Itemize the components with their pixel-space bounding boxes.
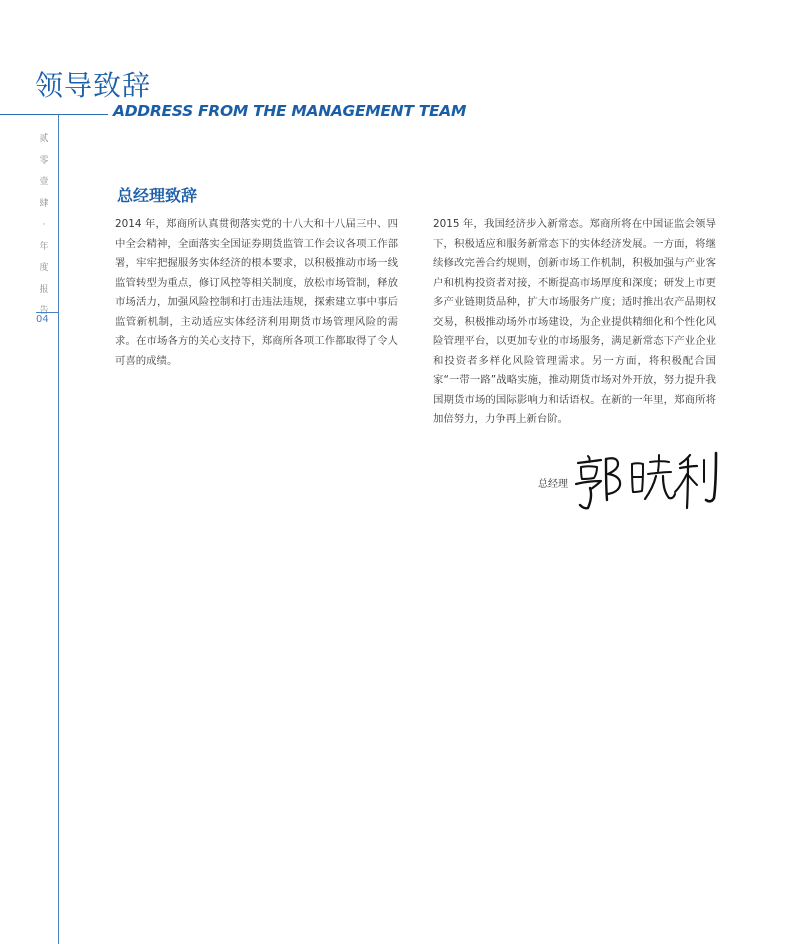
margin-vertical-line xyxy=(58,114,59,944)
sidebar-report-label xyxy=(36,135,52,329)
handwritten-signature xyxy=(570,450,728,512)
body-paragraph-left: 2014 年，郑商所认真贯彻落实党的十八大和十八届三中、四中全会精神，全面落实全国证券期货监管工作会议各项工作部署，牢牢把握服务实体经济的根本要求，以积极推动市场一线监管转型为重点，修订风控等相关制度，放松市场管制，释放市场活力，加强风险控制和打击违法违规，探索建立事中事后监管新机制，主动适应实体经济利用期货市场管理风险的需求。在市场各方的关心支持下，郑商所各项工作都取得了令人可喜的成绩。 xyxy=(115,218,398,367)
sidebar-char: 贰 xyxy=(39,134,49,144)
signature-title: 总经理 xyxy=(538,479,568,490)
sidebar-char: 度 xyxy=(39,263,49,273)
page-title-chinese: 领导致辞 xyxy=(35,69,152,102)
sidebar-char: 零 xyxy=(39,155,49,166)
body-paragraph-right: 2015 年，我国经济步入新常态。郑商所将在中国证监会领导下，积极适应和服务新常态下的实体经济发展。一方面，将继续修改完善合约规则，创新市场工作机制，积极加强与产业客户和机构投资者对接，不断提高市场厚度和深度；研发上市更多产业链期货品种，扩大市场服务广度；适时推出农产品期权交易，积极推动场外市场建设，为企业提供精细化和个性化风险管理平台，以更加专业的市场服务，满足新常态下产业企业和投资者多样化风险管理需求。另一方面，将积极配合国家“一带一路”战略实施，推动期货市场对外开放，努力提升我国期货市场的国际影响力和话语权。在新的一年里，郑商所将加倍努力，力争再上新台阶。 xyxy=(433,218,716,425)
sidebar-char: 年 xyxy=(39,241,49,252)
sidebar-char: 告 xyxy=(39,306,49,316)
page-number-rule xyxy=(36,312,58,313)
header-rule xyxy=(0,114,108,115)
sidebar-char: 壹 xyxy=(39,177,49,187)
page-number: 04 xyxy=(36,314,49,325)
section-heading: 总经理致辞 xyxy=(117,186,198,205)
sidebar-char: · xyxy=(42,220,46,230)
sidebar-char: 报 xyxy=(39,284,49,295)
sidebar-char: 肆 xyxy=(39,198,49,209)
page-title-english: ADDRESS FROM THE MANAGEMENT TEAM xyxy=(113,102,467,120)
